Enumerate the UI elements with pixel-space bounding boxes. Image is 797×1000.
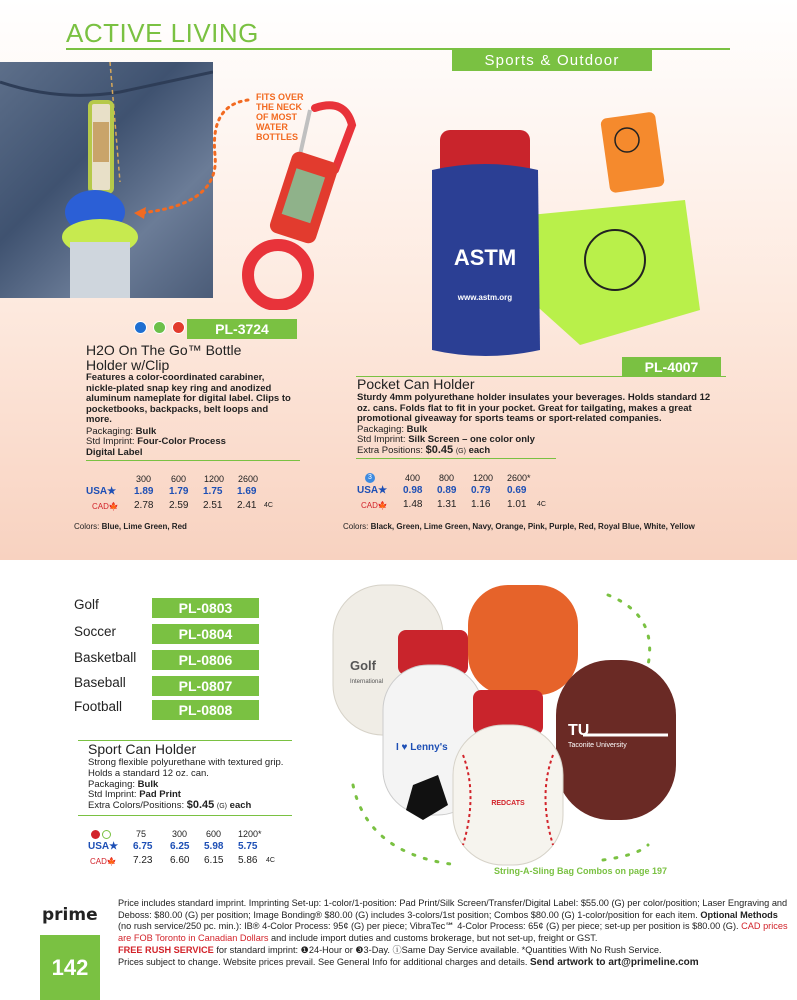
category-badge: Sports & Outdoor <box>452 50 652 71</box>
color-swatch-red <box>172 321 185 334</box>
combo-note: String-A-Sling Bag Combos on page 197 <box>494 866 668 876</box>
pocket-sku-badge: PL-4007 <box>622 357 721 377</box>
pocket-cad-row: CAD🍁 1.48 1.31 1.16 1.01 4C <box>361 499 546 510</box>
koozie-logo-text: ASTM <box>453 245 517 270</box>
pocket-colors: Colors: Black, Green, Lime Green, Navy, Orange, Pink, Purple, Red, Royal Blue, White, Yellow <box>343 522 695 531</box>
pocket-packaging: Packaging: Bulk <box>357 424 428 435</box>
page-number: 142 <box>40 935 100 1000</box>
sport-packaging: Packaging: Bulk <box>88 779 159 790</box>
sport-label-basketball: Basketball <box>74 650 137 665</box>
pocket-rule-bottom <box>356 458 556 459</box>
sport-name: Sport Can Holder <box>88 741 197 757</box>
sport-cad-row: CAD🍁 7.23 6.60 6.15 5.86 4C <box>90 855 275 866</box>
red-bottle-clip-image <box>240 100 370 310</box>
h2o-packaging: Packaging: Bulk <box>86 426 157 437</box>
h2o-name-line2: Holder w/Clip <box>86 357 170 373</box>
sport-label-soccer: Soccer <box>74 624 117 639</box>
golf-imprint-subtext: International <box>350 679 384 685</box>
h2o-rule <box>86 460 300 461</box>
h2o-qty-row: 300 600 1200 2600 <box>136 474 259 484</box>
h2o-colors: Colors: Blue, Lime Green, Red <box>74 522 187 531</box>
sport-imprint: Std Imprint: Pad Print <box>88 789 181 800</box>
sport-sku-soccer: PL-0804 <box>152 624 259 644</box>
pocket-qty-row: 3 400 800 1200 2600* <box>357 473 577 485</box>
pocket-usa-row: USA★ 0.98 0.89 0.79 0.69 <box>357 485 527 496</box>
sport-sku-basketball: PL-0806 <box>152 650 259 670</box>
h2o-usa-row: USA★ 1.89 1.79 1.75 1.69 <box>86 486 257 497</box>
sport-rule-bottom <box>78 815 292 816</box>
football-imprint-subtext: Taconite University <box>568 742 627 749</box>
h2o-imprint: Std Imprint: Four-Color Process Digital Label <box>86 436 226 458</box>
pocket-can-holder-image <box>420 110 710 360</box>
sport-label-golf: Golf <box>74 597 99 612</box>
pocket-extra-positions: Extra Positions: $0.45 (G) each <box>357 444 491 456</box>
h2o-callout: FITS OVER THE NECK OF MOST WATER BOTTLES <box>256 92 304 142</box>
h2o-cad-row: CAD🍁 2.78 2.59 2.51 2.41 4C <box>92 500 273 511</box>
koozie-url-text: www.astm.org <box>457 293 513 302</box>
h2o-description: Features a color-coordinated carabiner, nickle-plated snap key ring and anodized aluminum nameplate for digital label. Clips to pocketbooks, backpacks, belt loops and more. <box>86 372 291 425</box>
section-title: ACTIVE LIVING <box>66 18 259 48</box>
sport-sku-football: PL-0808 <box>152 700 259 720</box>
24-hour-rush-icon <box>91 830 100 839</box>
sport-description: Strong flexible polyurethane with textured grip. Holds a standard 12 oz. can. <box>88 757 284 779</box>
sport-usa-row: USA★ 6.75 6.25 5.98 5.75 <box>88 841 258 852</box>
sport-extra: Extra Colors/Positions: $0.45 (G) each <box>88 799 252 811</box>
three-day-icon: 3 <box>365 473 375 483</box>
pocket-description: Sturdy 4mm polyurethane holder insulates your beverages. Holds standard 12 oz. cans. Folds flat to fit in your pocket. Great for tailgating, makes a great promotional giveaway for sports teams or sport-related companies. <box>357 392 711 424</box>
h2o-sku-badge: PL-3724 <box>187 319 297 339</box>
soccer-imprint-text: I ♥ Lenny's <box>396 742 448 753</box>
pocket-name: Pocket Can Holder <box>357 376 475 392</box>
prime-logo: prime <box>42 905 98 925</box>
color-swatch-lime-green <box>153 321 166 334</box>
same-day-icon <box>102 830 111 839</box>
sport-can-holders-image <box>328 575 698 880</box>
footer-terms: Price includes standard imprint. Imprinting Set-up: 1-color/1-position: Pad Print/Silk Screen/Transfer/Digital Label: $55.00 (G) per color/position; Laser Engraving and Deboss: $80.00 (G) per position; Image Bonding® $80.00 (G) includes 3-colors/1st position; Combos $80.00 (G) 1-color/position for each item. Optional Methods (no rush service/250 pc. min.): IB® 4-Color Process: 95¢ (G) per piece; VibraTec℠ 4-Color Process: 65¢ (G) per piece; set-up per position is $80.00 (G). CAD prices are FOB Toronto in Canadian Dollars and include import duties and customs brokerage, but not set-up, freight or GST. FREE RUSH SERVICE for standard imprint: ❶24-Hour or ❸3-Day. ⓘSame Day Service available. *Quantities With No Rush Service. Prices subject to change. Website prices prevail. See General Info for additional charges and details. Send artwork to art@primeline.com <box>118 898 788 968</box>
baseball-imprint-text: REDCATS <box>491 800 525 807</box>
pocket-imprint: Std Imprint: Silk Screen – one color only <box>357 434 535 445</box>
h2o-name-line1: H2O On The Go™ Bottle <box>86 342 242 358</box>
color-swatch-blue <box>134 321 147 334</box>
sport-qty-row: 75 300 600 1200* <box>88 829 308 841</box>
sport-sku-golf: PL-0803 <box>152 598 259 618</box>
sport-label-baseball: Baseball <box>74 675 126 690</box>
football-imprint-text: TU <box>568 722 590 739</box>
sport-sku-baseball: PL-0807 <box>152 676 259 696</box>
golf-imprint-text: Golf <box>350 658 376 673</box>
sport-label-football: Football <box>74 699 123 714</box>
